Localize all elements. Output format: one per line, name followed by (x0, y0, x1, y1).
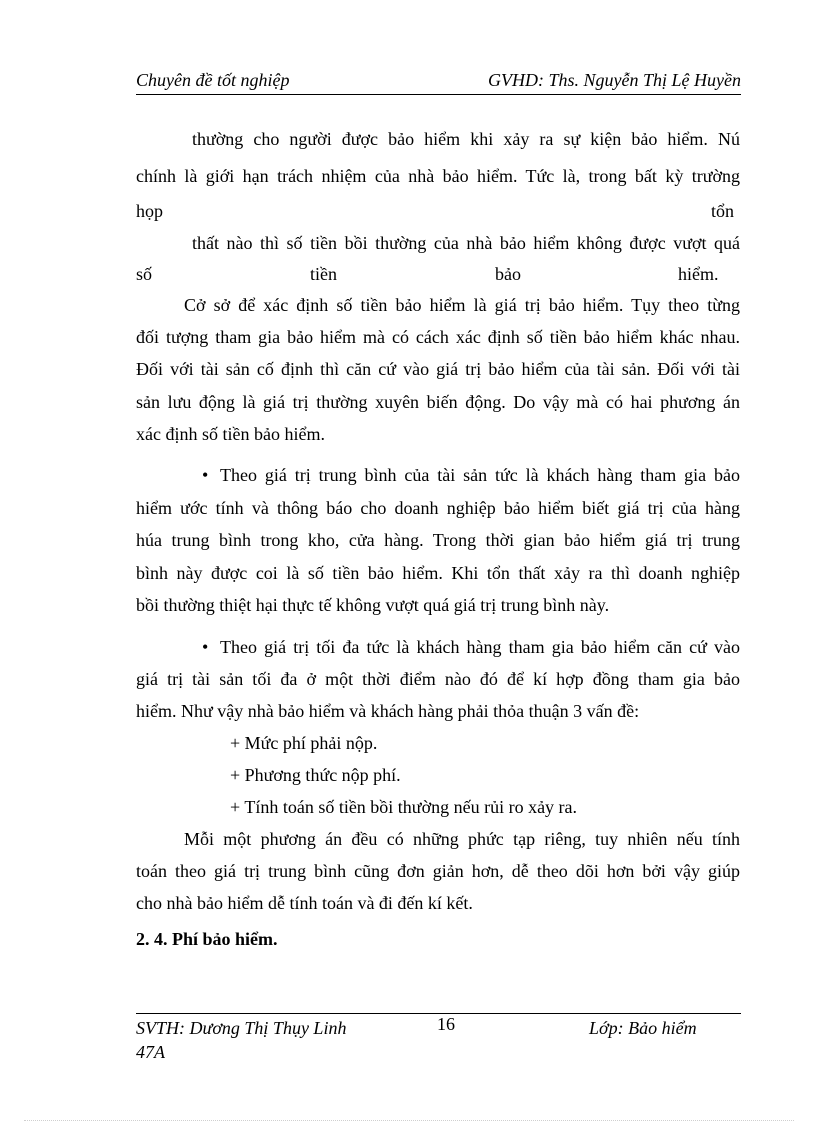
header-course-title: Chuyên đề tốt nghiệp (136, 70, 290, 90)
text-line: + Mức phí phải nộp. (230, 733, 378, 753)
text-line: húa trung bình trong kho, cửa hàng. Trong thời gian bảo hiểm giá trị trung (136, 530, 740, 550)
bullet-icon: • (202, 637, 209, 657)
text-line: xác định số tiền bảo hiểm. (136, 424, 325, 444)
text-line: hiểm. Như vậy nhà bảo hiểm và khách hàng phải thỏa thuận 3 vấn đề: (136, 701, 640, 721)
page-bottom-divider (24, 1120, 794, 1121)
text-line: bồi thường thiệt hại thực tế không vượt quá giá trị trung bình này. (136, 595, 610, 615)
footer-student-class: 47A (136, 1042, 165, 1062)
text-word: số (136, 264, 153, 284)
bullet-icon: • (202, 465, 209, 485)
text-line: hiểm ước tính và thông báo cho doanh nghiệp bảo hiểm biết giá trị của hàng (136, 498, 740, 518)
text-line: Mỗi một phương án đều có những phức tạp riêng, tuy nhiên nếu tính (184, 829, 740, 849)
text-line: + Tính toán số tiền bồi thường nếu rủi ro xảy ra. (230, 797, 578, 817)
text-line: đối tượng tham gia bảo hiểm mà có cách xác định số tiền bảo hiểm khác nhau. (136, 327, 740, 347)
header-supervisor: GVHD: Ths. Nguyễn Thị Lệ Huyền (488, 70, 741, 90)
text-word: bảo (495, 264, 521, 284)
text-line: thường cho người được bảo hiểm khi xảy ra sự kiện bảo hiểm. Nú (192, 129, 740, 149)
text-line: bình này được coi là số tiền bảo hiểm. Khi tổn thất xảy ra thì doanh nghiệp (136, 563, 740, 583)
text-line: toán theo giá trị trung bình cũng đơn giản hơn, dễ theo dõi hơn bởi vậy giúp (136, 861, 740, 881)
page-number: 16 (437, 1014, 455, 1034)
footer-student-name: SVTH: Dương Thị Thụy Linh (136, 1018, 347, 1038)
text-line: Theo giá trị tối đa tức là khách hàng tham gia bảo hiểm căn cứ vào (220, 637, 740, 657)
text-line: Theo giá trị trung bình của tài sản tức là khách hàng tham gia bảo (220, 465, 740, 485)
text-word: họp (136, 201, 163, 221)
text-line (136, 200, 740, 222)
text-line: cho nhà bảo hiểm dễ tính toán và đi đến kí kết. (136, 893, 473, 913)
section-heading: 2. 4. Phí bảo hiểm. (136, 929, 278, 949)
text-line (136, 263, 740, 285)
text-line: Cở sở để xác định số tiền bảo hiểm là giá trị bảo hiểm. Tụy theo từng (184, 295, 740, 315)
page-header (136, 68, 741, 95)
text-word: tiền (310, 264, 337, 284)
text-line: Đối với tài sản cố định thì căn cứ vào giá trị bảo hiểm của tài sản. Đối với tài (136, 359, 740, 379)
text-line: giá trị tài sản tối đa ở một thời điểm nào đó để kí hợp đồng tham gia bảo (136, 669, 740, 689)
text-line: thất nào thì số tiền bồi thường của nhà bảo hiểm không được vượt quá (192, 233, 740, 253)
text-line: sản lưu động là giá trị thường xuyên biến động. Do vậy mà có hai phương án (136, 392, 740, 412)
text-word: hiểm. (678, 264, 719, 284)
text-line: chính là giới hạn trách nhiệm của nhà bảo hiểm. Tức là, trong bất kỳ trường (136, 166, 740, 186)
footer-class-label: Lớp: Bảo hiểm (589, 1018, 697, 1038)
text-word: tổn (711, 201, 735, 221)
page-footer (136, 1013, 741, 1062)
text-line: + Phương thức nộp phí. (230, 765, 401, 785)
